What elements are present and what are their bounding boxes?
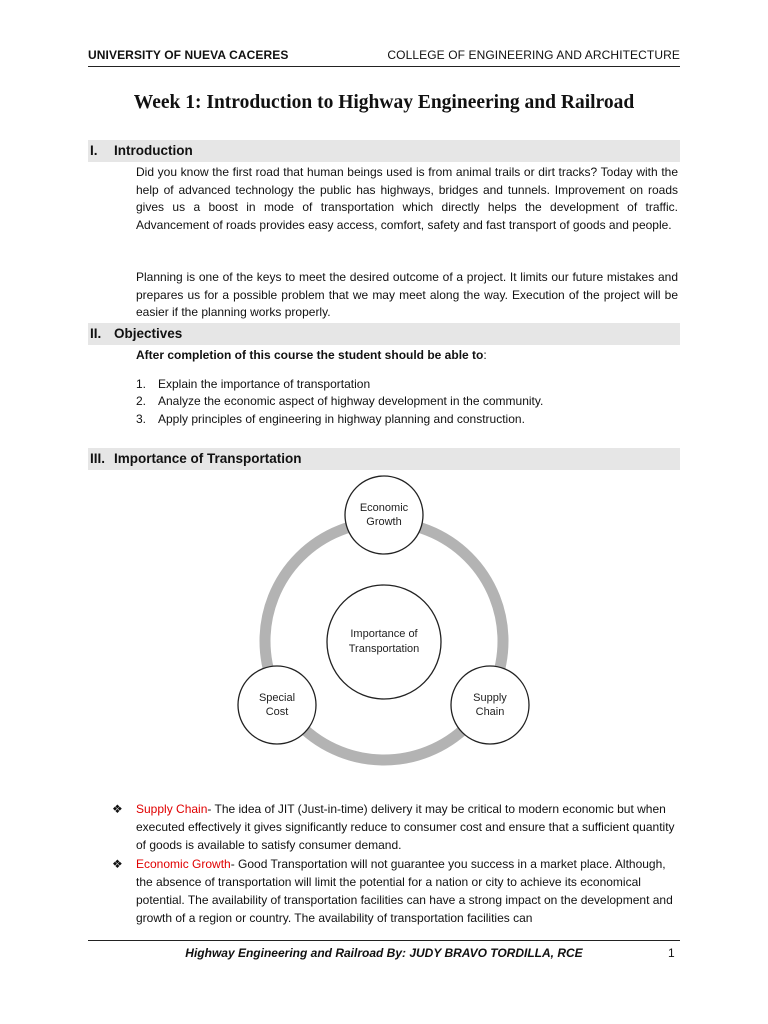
node-top-line2: Growth [366,516,402,528]
bullet-term: Economic Growth [136,856,231,871]
node-center [327,585,441,699]
section-number: III. [90,451,106,466]
node-left-line2: Cost [265,706,289,718]
objectives-lead-text: After completion of this course the student should be able to [136,348,484,362]
list-text: Explain the importance of transportation [158,377,371,391]
bullet-text: - Good Transportation will not guarantee you success in a market place. Although, the absence of transportation will limit the potential for a nation or city to achieve its economical potential. The availability of transportation facilities can have a strong impact on the development and growth of a region or country. The availability of transportation facilities can [136,856,673,926]
university-name: UNIVERSITY OF NUEVA CACERES [88,48,289,62]
importance-bullets [112,800,678,927]
node-special-cost [238,666,316,744]
list-number: 3. [136,411,147,426]
node-center-line1: Importance of [350,628,418,640]
node-right-line1: Supply [473,692,507,704]
page-number: 1 [668,946,675,960]
section-number: I. [90,143,98,158]
intro-paragraph-2: Planning is one of the keys to meet the desired outcome of a project. It limits our future mistakes and prepares us for a possible problem that we may meet along the way. Execution of the project will be easier if the planning works properly. [136,270,678,320]
bullet-term: Supply Chain [136,802,208,816]
list-item [112,855,678,928]
list-number: 2. [136,394,147,409]
section-label: Introduction [114,143,193,158]
objectives-lead-colon: : [483,348,487,362]
page-title: Week 1: Introduction to Highway Engineering and Railroad [133,92,635,113]
footer-divider [88,940,680,941]
diamond-bullet-icon: ❖ [112,856,123,871]
node-right-line2: Chain [475,706,505,718]
college-name: COLLEGE OF ENGINEERING AND ARCHITECTURE [387,48,680,62]
section-label: Importance of Transportation [114,451,302,466]
node-top-line1: Economic [359,502,409,514]
footer-credit: Highway Engineering and Railroad By: JUDY BRAVO TORDILLA, RCE [185,946,583,960]
node-supply-chain [451,666,529,744]
node-left-line1: Special [258,692,296,704]
list-number: 1. [136,377,147,391]
list-text: Analyze the economic aspect of highway development in the community. [158,394,544,409]
list-text: Apply principles of engineering in highway planning and construction. [158,411,525,426]
section-label: Objectives [114,326,183,341]
diamond-bullet-icon: ❖ [112,802,123,816]
node-center-line2: Transportation [348,643,420,655]
intro-paragraph-1: Did you know the first road that human beings used is from animal trails or dirt tracks? Today with the help of advanced technology the public has highways, bridges and tunnels. Improvement on roads gives us a boost in mode of transportation which directly helps the development of traffic. Advancement of roads provides easy access, comfort, safety and fast transport of goods and people. [136,165,678,232]
list-item [112,800,678,855]
node-economic-growth [345,476,423,554]
bullet-text: - The idea of JIT (Just-in-time) delivery it may be critical to modern economic but when executed effectively it gives significantly reduce to consumer cost and ensure that a sufficient quantity of goods is available to satisfy consumer demand. [136,802,675,853]
section-number: II. [90,326,102,341]
